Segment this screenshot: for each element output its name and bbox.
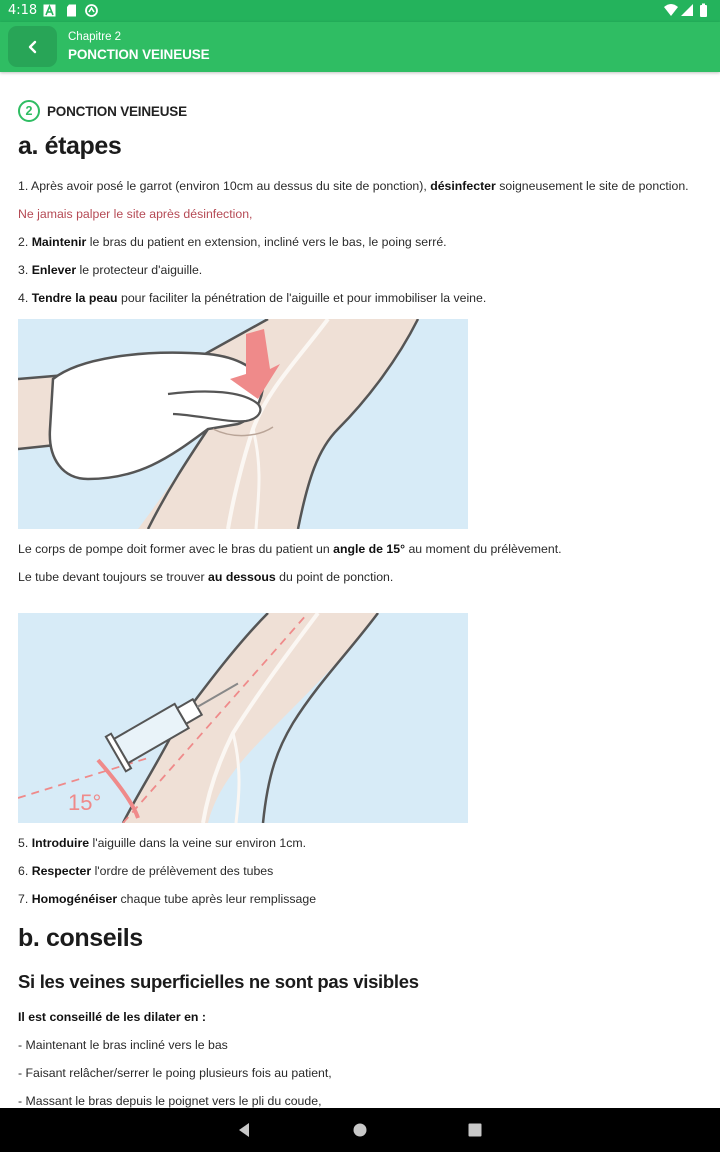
- illustration-needle-angle: [18, 613, 468, 823]
- signal-icon: [681, 4, 693, 16]
- section-a-heading: a. étapes: [18, 132, 122, 160]
- chapter-number-badge: 2: [18, 100, 40, 122]
- tip-item: - Massant le bras depuis le poignet vers le pli du coude,: [18, 1094, 322, 1108]
- status-right-icons: [664, 3, 712, 19]
- tips-intro: Il est conseillé de les dilater en :: [18, 1010, 206, 1024]
- back-nav-icon[interactable]: [236, 1122, 252, 1138]
- step-3: 3. Enlever le protecteur d'aiguille.: [18, 263, 203, 277]
- home-nav-icon[interactable]: [352, 1122, 368, 1138]
- sync-icon: [85, 4, 98, 17]
- navigation-bar: [0, 1108, 720, 1152]
- angle-label: 15°: [68, 790, 102, 815]
- section-b-subheading: Si les veines superficielles ne sont pas visibles: [18, 971, 419, 992]
- app-title: PONCTION VEINEUSE: [68, 47, 210, 62]
- battery-icon: [700, 5, 707, 17]
- back-button[interactable]: [8, 26, 57, 67]
- status-bar: [0, 0, 720, 22]
- illustration-stretch-skin: [18, 319, 468, 529]
- warning-text: Ne jamais palper le site après désinfection,: [18, 207, 253, 221]
- step-5: 5. Introduire l'aiguille dans la veine sur environ 1cm.: [18, 836, 307, 850]
- app-bar: [0, 22, 720, 72]
- status-time: 4:18: [8, 3, 38, 18]
- step-1: 1. Après avoir posé le garrot (environ 10cm au dessus du site de ponction), désinfecter soigneusement le site de ponction.: [18, 179, 689, 193]
- app-subtitle: Chapitre 2: [68, 31, 122, 43]
- angle-instruction: Le corps de pompe doit former avec le bras du patient un angle de 15° au moment du prélèvement.: [18, 542, 562, 556]
- tip-item: - Maintenant le bras incliné vers le bas: [18, 1038, 228, 1052]
- chapter-label: PONCTION VEINEUSE: [47, 103, 187, 119]
- tube-instruction: Le tube devant toujours se trouver au dessous du point de ponction.: [18, 570, 394, 584]
- recents-nav-icon[interactable]: [467, 1122, 483, 1138]
- step-4: 4. Tendre la peau pour faciliter la pénétration de l'aiguille et pour immobiliser la veine.: [18, 291, 487, 305]
- step-2: 2. Maintenir le bras du patient en extension, incliné vers le bas, le poing serré.: [18, 235, 447, 249]
- step-7: 7. Homogénéiser chaque tube après leur remplissage: [18, 892, 317, 906]
- chapter-heading: [18, 100, 187, 122]
- chevron-left-icon: [26, 40, 40, 54]
- wifi-icon: [664, 4, 678, 16]
- tip-item: - Faisant relâcher/serrer le poing plusieurs fois au patient,: [18, 1066, 332, 1080]
- a-icon: [43, 4, 56, 17]
- sd-card-icon: [65, 4, 78, 17]
- step-6: 6. Respecter l'ordre de prélèvement des tubes: [18, 864, 274, 878]
- section-b-heading: b. conseils: [18, 924, 143, 952]
- content-scroll[interactable]: [0, 72, 720, 1108]
